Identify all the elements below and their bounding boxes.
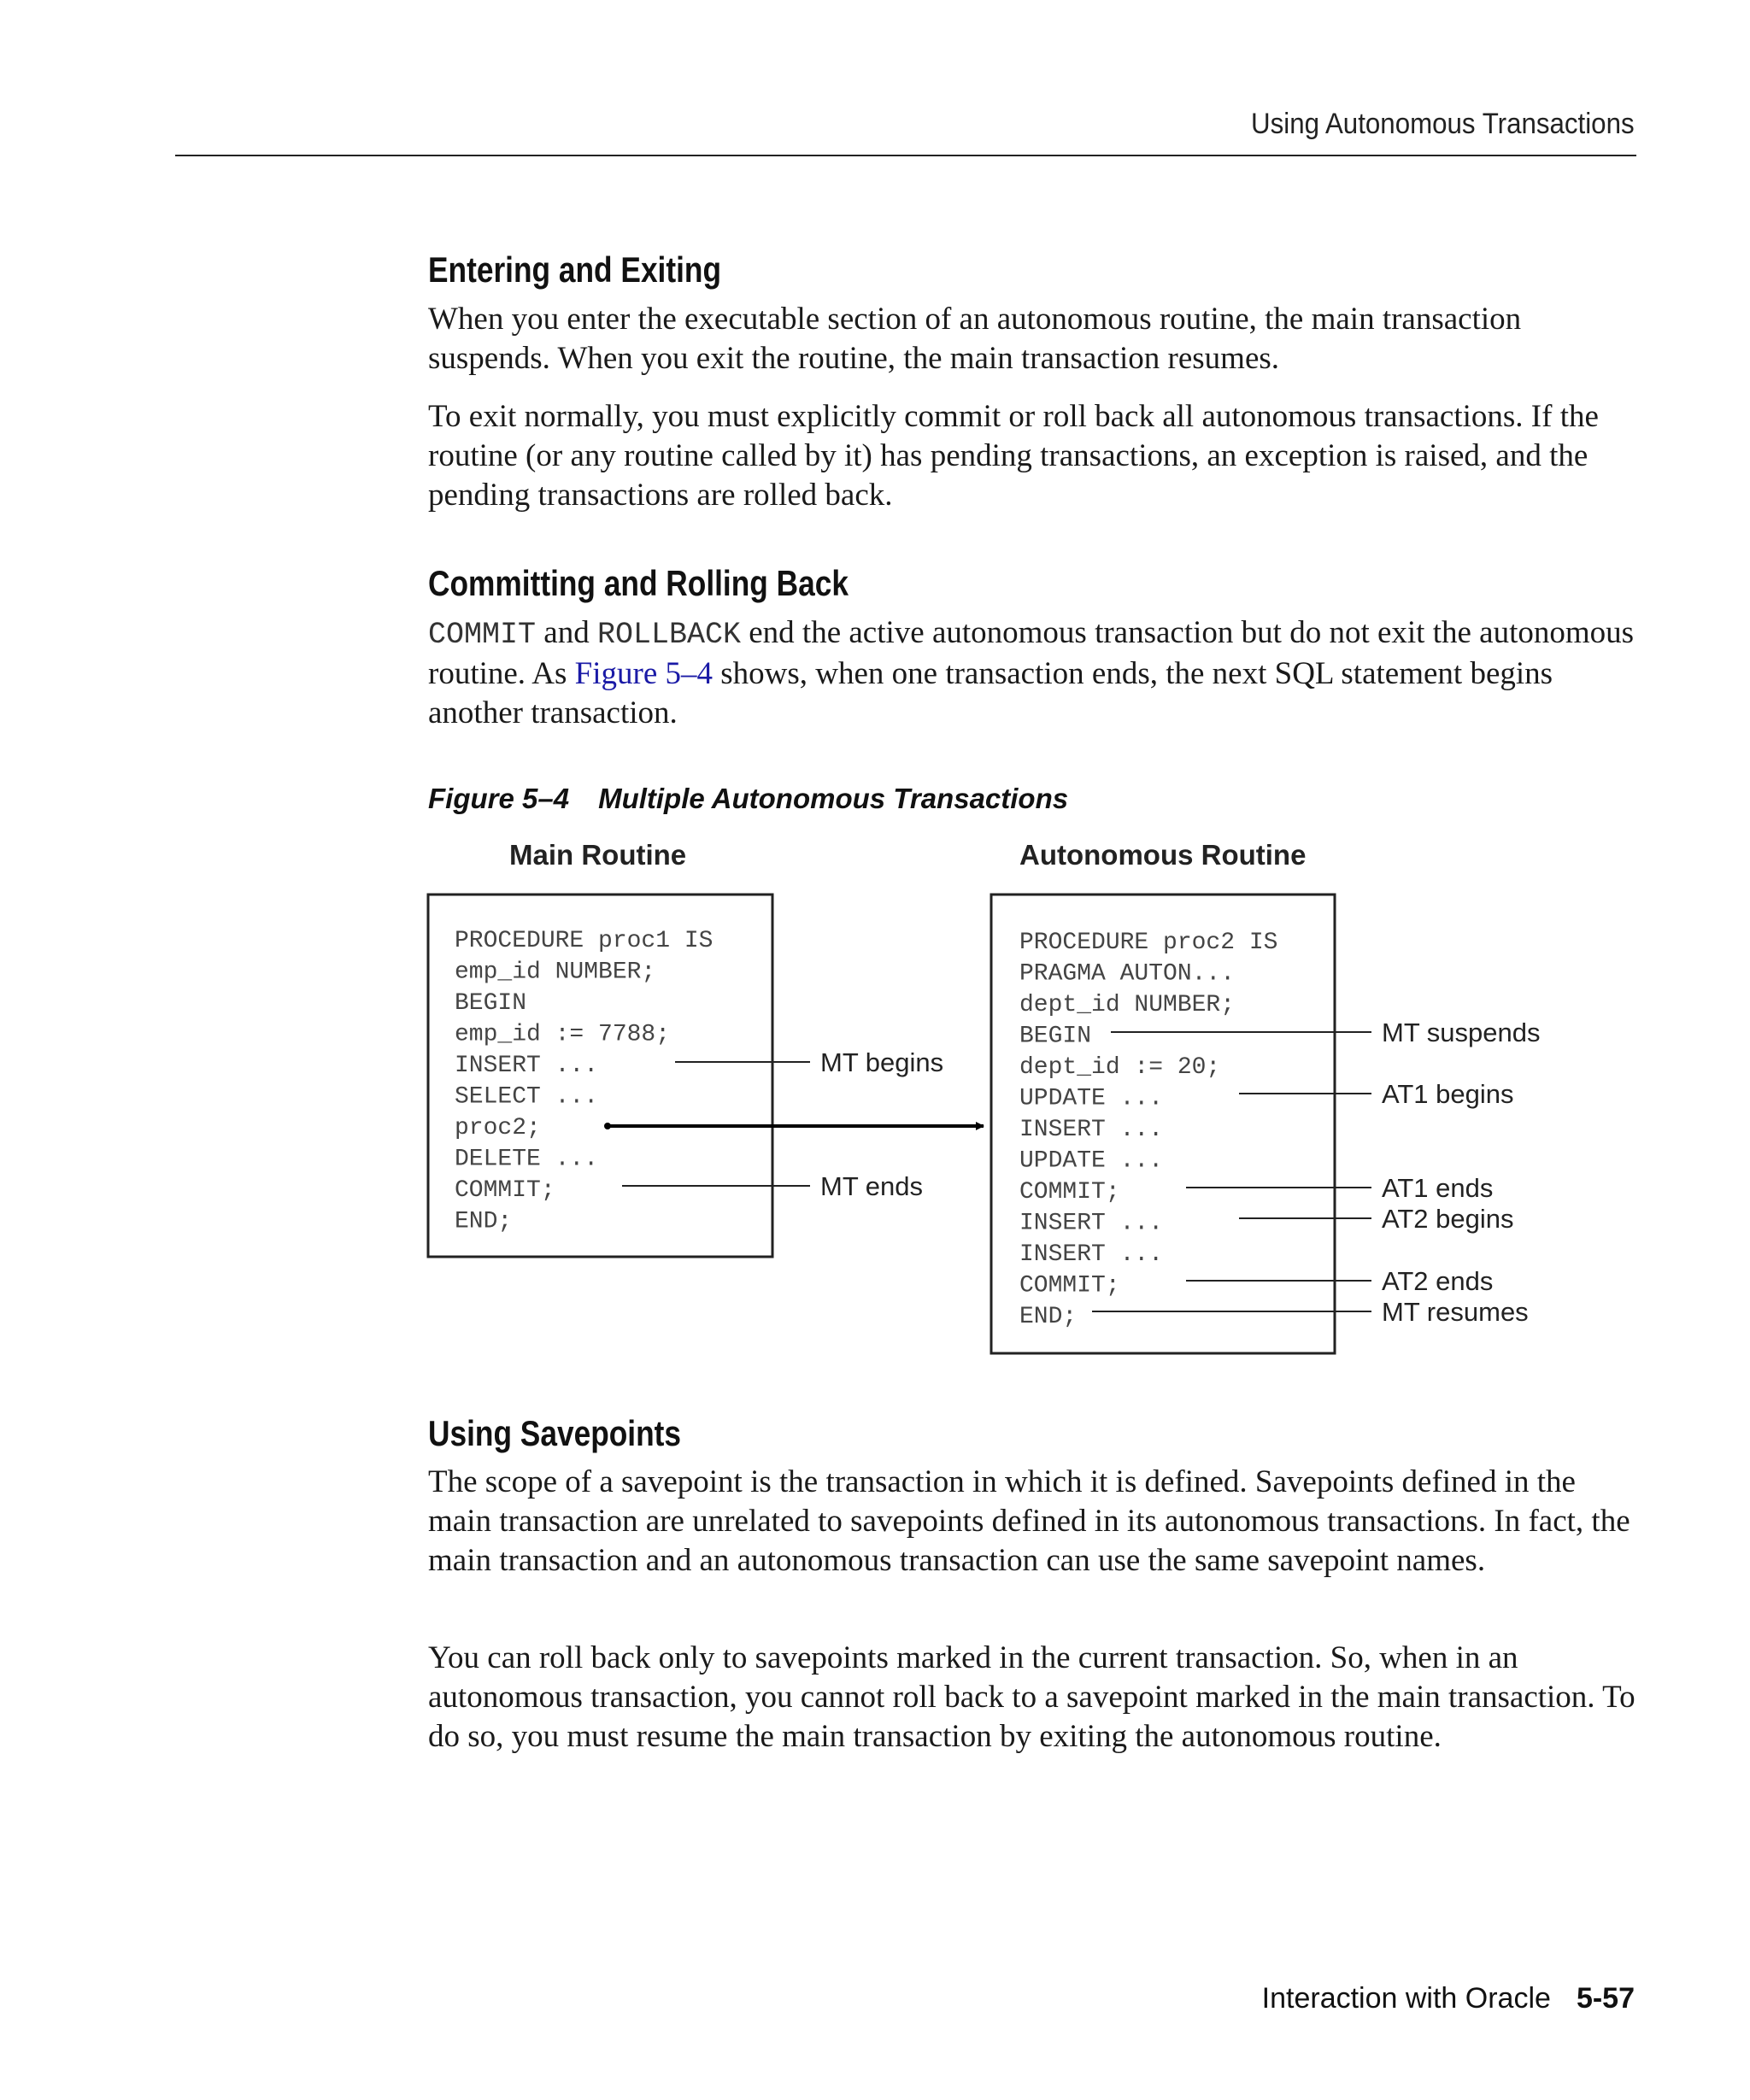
- annotation-label: MT begins: [820, 1047, 944, 1077]
- annotation-label: MT resumes: [1382, 1297, 1529, 1327]
- figure-caption: [428, 783, 1068, 815]
- code-line: INSERT ...: [455, 1053, 599, 1079]
- figure-link[interactable]: Figure 5–4: [574, 656, 713, 691]
- transaction-diagram: [393, 837, 1589, 1367]
- footer-chapter: Interaction with Oracle: [1261, 1982, 1551, 2015]
- section-heading-savepoints: Using Savepoints: [428, 1413, 682, 1453]
- section-heading-committing: Committing and Rolling Back: [428, 563, 849, 603]
- paragraph: The scope of a savepoint is the transaction in which it is defined. Savepoints defined in the main transaction are unrelated to savepoints defined in its autonomous transactions. In fact, the main transaction and an autonomous transaction can use the same savepoint names.: [428, 1464, 1630, 1578]
- paragraph: You can roll back only to savepoints marked in the current transaction. So, when in an autonomous transaction, you cannot roll back to a savepoint marked in the main transaction. To do so, you must resume the main transaction by exiting the autonomous routine.: [428, 1640, 1635, 1754]
- page-number: 5-57: [1576, 1982, 1635, 2015]
- figure-number: Figure 5–4: [428, 783, 570, 814]
- text-run: and: [536, 615, 597, 650]
- code-line: PROCEDURE proc1 IS: [455, 928, 714, 954]
- code-line: emp_id := 7788;: [455, 1021, 671, 1048]
- annotation-label: AT2 begins: [1382, 1204, 1514, 1234]
- paragraph: To exit normally, you must explicitly commit or roll back all autonomous transactions. If the routine (or any routine called by it) has pending transactions, an exception is raised, and the pending transactions are rolled back.: [428, 399, 1599, 513]
- code-line: proc2;: [455, 1115, 541, 1141]
- inline-code-rollback: ROLLBACK: [596, 618, 741, 652]
- code-line: PROCEDURE proc2 IS: [1019, 930, 1278, 956]
- main-routine-label: Main Routine: [509, 839, 687, 871]
- code-line: INSERT ...: [1019, 1241, 1164, 1268]
- annotation-label: AT2 ends: [1382, 1266, 1494, 1296]
- paragraph: [428, 613, 1641, 733]
- code-line: SELECT ...: [455, 1083, 599, 1111]
- text-run: shows, when one transaction ends, the next SQL statement begins another transaction.: [428, 656, 1553, 730]
- paragraph: When you enter the executable section of an autonomous routine, the main transaction suspends. When you exit the routine, the main transaction resumes.: [428, 302, 1522, 376]
- code-line: COMMIT;: [455, 1177, 555, 1204]
- inline-code-commit: COMMIT: [428, 618, 537, 652]
- annotation-label: MT suspends: [1382, 1018, 1541, 1047]
- code-line: COMMIT;: [1019, 1272, 1120, 1299]
- code-line: INSERT ...: [1019, 1210, 1164, 1237]
- annotation-label: AT1 begins: [1382, 1079, 1514, 1109]
- code-line: UPDATE ...: [1019, 1147, 1164, 1175]
- figure-title: Multiple Autonomous Transactions: [598, 783, 1069, 814]
- page-footer: [1262, 1982, 1635, 2015]
- call-arrow-start: [604, 1123, 611, 1129]
- code-line: dept_id NUMBER;: [1019, 992, 1236, 1018]
- header-rule: [175, 155, 1636, 156]
- code-line: emp_id NUMBER;: [455, 959, 656, 986]
- code-line: PRAGMA AUTON...: [1019, 960, 1236, 988]
- annotation-label: AT1 ends: [1382, 1173, 1494, 1203]
- code-line: COMMIT;: [1019, 1179, 1120, 1205]
- text-run: end the active autonomous transaction but do not exit the autonomous routine. As: [428, 615, 1635, 691]
- code-line: BEGIN: [455, 990, 527, 1017]
- code-line: dept_id := 20;: [1019, 1054, 1221, 1081]
- code-line: END;: [455, 1208, 513, 1235]
- code-line: END;: [1019, 1304, 1078, 1330]
- code-line: BEGIN: [1019, 1023, 1092, 1050]
- code-line: INSERT ...: [1019, 1117, 1164, 1143]
- running-head: Using Autonomous Transactions: [1251, 108, 1635, 140]
- code-line: UPDATE ...: [1019, 1085, 1164, 1112]
- annotation-label: MT ends: [820, 1171, 924, 1201]
- section-heading-entering-exiting: Entering and Exiting: [428, 249, 722, 290]
- code-line: DELETE ...: [455, 1146, 599, 1173]
- autonomous-routine-label: Autonomous Routine: [1019, 839, 1307, 871]
